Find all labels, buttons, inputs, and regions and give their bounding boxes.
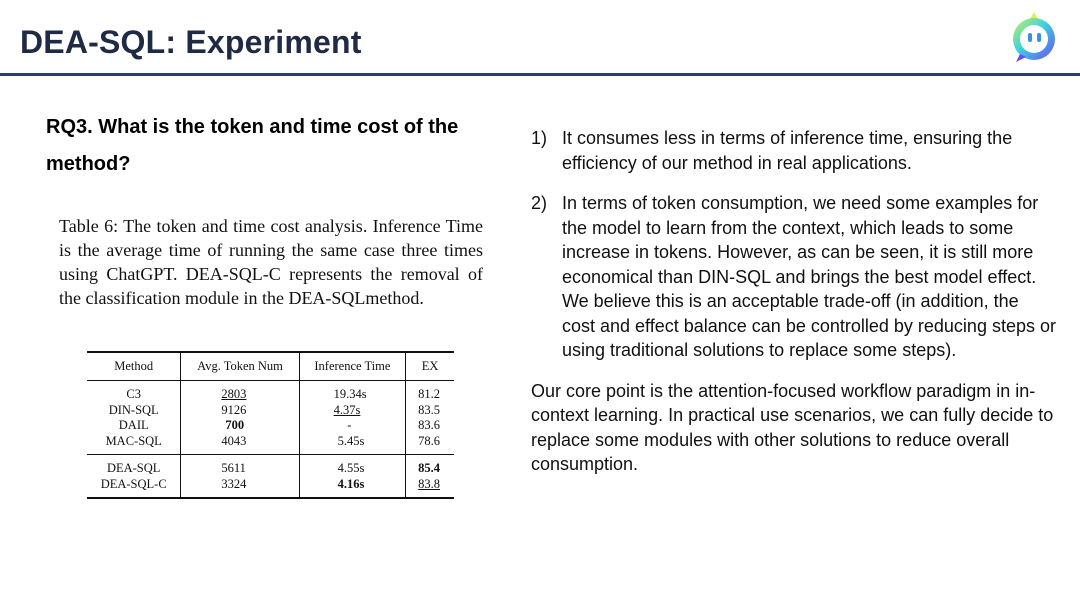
cell-method: DEA-SQL-C (87, 477, 181, 499)
cell-time: 4.16s (299, 477, 406, 499)
header-token-num: Avg. Token Num (181, 352, 299, 381)
table-row (87, 418, 454, 434)
table-row (87, 477, 454, 499)
finding-number: 1) (531, 128, 548, 148)
findings-list (531, 126, 1056, 477)
cell-method: C3 (87, 381, 181, 403)
mascot-logo-icon (1006, 8, 1062, 64)
cell-method: MAC-SQL (87, 434, 181, 455)
table-row (87, 434, 454, 455)
cell-ex: 85.4 (418, 461, 441, 475)
table-header-row (87, 352, 454, 381)
research-question: RQ3. What is the token and time cost of the method? (46, 116, 459, 175)
slide-title: DEA-SQL: Experiment (20, 24, 362, 60)
cell-ex: 83.6 (418, 418, 441, 432)
cell-time: - (299, 418, 406, 434)
table-row (87, 455, 454, 477)
finding-item (531, 191, 1056, 363)
finding-text: It consumes less in terms of inference time, ensuring the efficiency of our method in real applications. (562, 128, 1013, 173)
cell-ex: 83.8 (418, 476, 441, 491)
header-inference-time: Inference Time (299, 352, 406, 381)
cell-time: 4.37s (333, 402, 361, 417)
cell-tokens: 4043 (181, 434, 299, 455)
cell-time: 19.34s (299, 381, 406, 403)
table-caption: Table 6: The token and time cost analysis. Inference Time is the average time of running the same case three times using ChatGPT. DEA-SQL-C represents the removal of the classification module in the DEA-SQLmethod. (59, 216, 483, 308)
title-underline (0, 73, 1080, 76)
cell-tokens: 3324 (181, 477, 299, 499)
table-row (87, 381, 454, 403)
finding-item (531, 126, 1056, 175)
cell-method: DEA-SQL (87, 455, 181, 477)
cell-tokens: 2803 (181, 381, 299, 403)
finding-text: In terms of token consumption, we need some examples for the model to learn from the context, which leads to some increase in tokens. However, as can be seen, it is still more economical than DIN-SQL and brings the best model effect. We believe this is an acceptable trade-off (in addition, the cost and effect balance can be controlled by reducing steps or using traditional solutions to replace some steps). (562, 193, 1056, 360)
cost-table (87, 351, 454, 499)
cell-time: 4.55s (299, 455, 406, 477)
cell-time: 5.45s (299, 434, 406, 455)
header-ex: EX (421, 359, 439, 373)
core-point-paragraph: Our core point is the attention-focused workflow paradigm in in-context learning. In practical use scenarios, we can fully decide to replace some modules with other solutions to reduce overall consumption. (531, 380, 1054, 474)
cell-ex: 81.2 (418, 387, 441, 401)
cell-ex: 78.6 (418, 433, 441, 448)
cell-tokens: 5611 (181, 455, 299, 477)
cell-tokens: 700 (181, 418, 299, 434)
header-method: Method (87, 352, 181, 381)
cell-tokens: 9126 (181, 403, 299, 419)
table-row (87, 403, 454, 419)
cost-table-container (87, 351, 454, 499)
cell-method: DAIL (87, 418, 181, 434)
cell-method: DIN-SQL (87, 403, 181, 419)
finding-number: 2) (531, 193, 548, 213)
cell-ex: 83.5 (418, 402, 441, 417)
